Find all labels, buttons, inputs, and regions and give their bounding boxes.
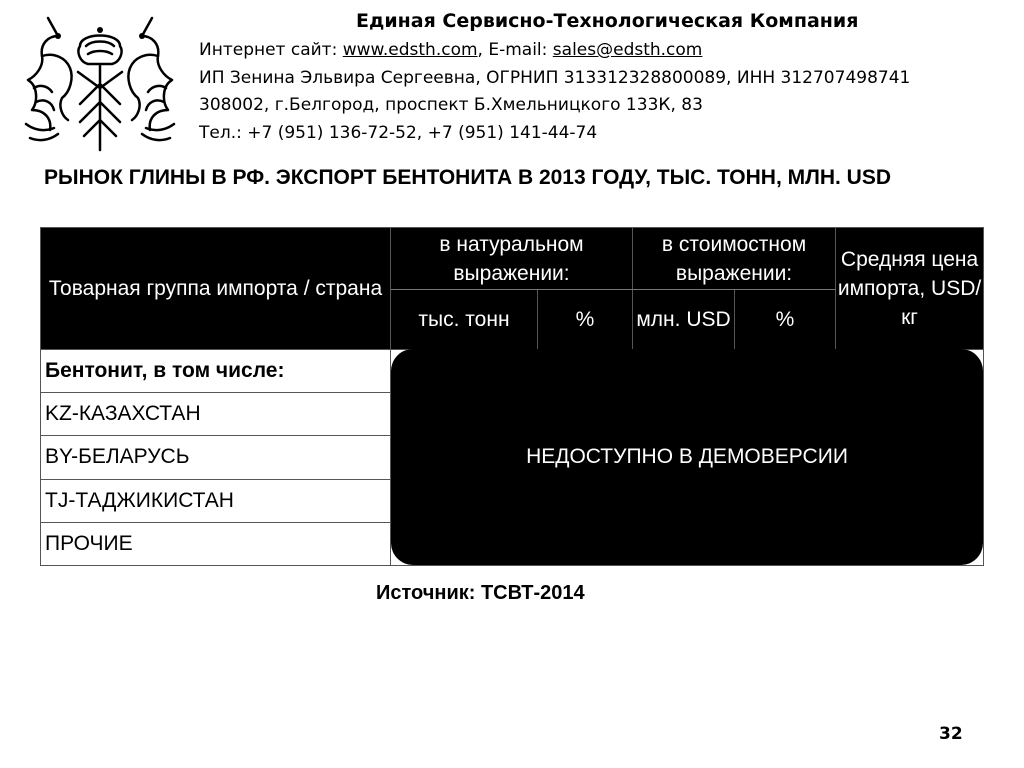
header-value-unit: млн. USD: [633, 290, 735, 350]
header-natural-pct: %: [538, 290, 633, 350]
header-value-pct: %: [735, 290, 836, 350]
row-label: BY-БЕЛАРУСЬ: [41, 436, 391, 479]
source-note: Источник: ТСВТ-2014: [376, 582, 585, 604]
website-link[interactable]: www.edsth.com: [342, 40, 478, 60]
header-value: в стоимостном выражении:: [633, 228, 836, 290]
overlay-text: НЕДОСТУПНО В ДЕМОВЕРСИИ: [526, 445, 848, 468]
email-link[interactable]: sales@edsth.com: [552, 40, 703, 60]
page-title: РЫНОК ГЛИНЫ В РФ. ЭКСПОРТ БЕНТОНИТА В 2013 ГОДУ, ТЫС. ТОНН, МЛН. USD: [44, 166, 892, 189]
row-label: Бентонит, в том числе:: [41, 350, 391, 393]
row-label: KZ-КАЗАХСТАН: [41, 393, 391, 436]
company-name: Единая Сервисно-Технологическая Компания: [356, 10, 859, 32]
row-label: TJ-ТАДЖИКИСТАН: [41, 479, 391, 522]
website-label: Интернет сайт:: [199, 40, 343, 60]
row-label: ПРОЧИЕ: [41, 522, 391, 565]
demo-unavailable-overlay: [391, 349, 983, 565]
page-number: 32: [939, 724, 963, 744]
contacts-line: [199, 40, 702, 60]
phones: Тел.: +7 (951) 136-72-52, +7 (951) 141-44-74: [199, 123, 598, 143]
header-price: Средняя цена импорта, USD/кг: [836, 228, 984, 350]
address: 308002, г.Белгород, проспект Б.Хмельницкого 133К, 83: [199, 95, 703, 115]
header-natural: в натуральном выражении:: [391, 228, 633, 290]
header-group: Товарная группа импорта / страна: [41, 228, 391, 350]
registration-info: ИП Зенина Эльвира Сергеевна, ОГРНИП 313312328800089, ИНН 312707498741: [199, 68, 911, 88]
email-label: , E-mail:: [477, 40, 553, 60]
company-header: [0, 0, 1024, 160]
header-natural-unit: тыс. тонн: [391, 290, 538, 350]
